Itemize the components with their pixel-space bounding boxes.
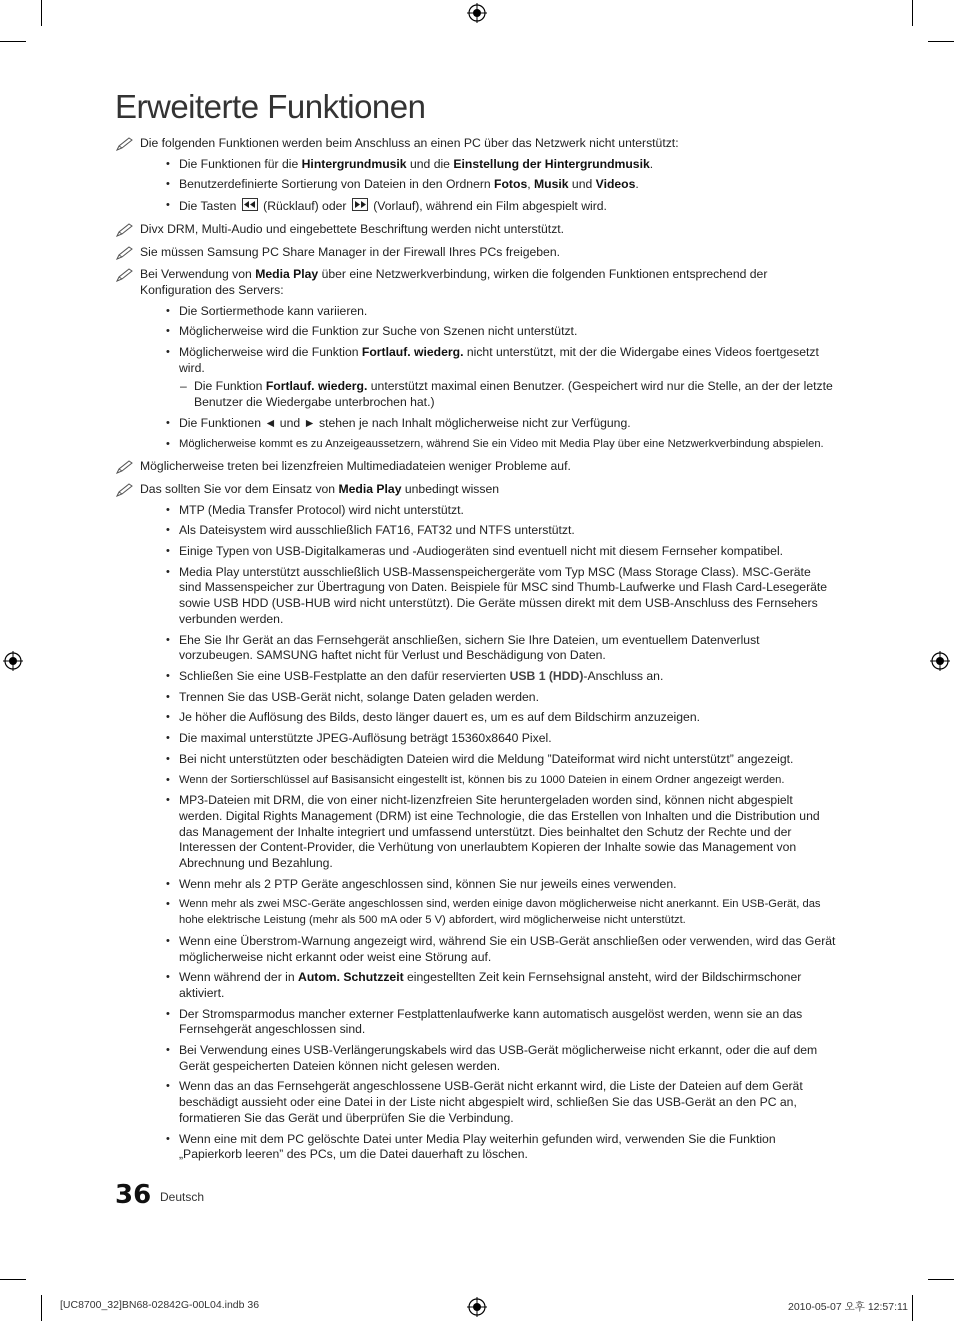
- note-text: Die folgenden Funktionen werden beim Anschluss an einen PC über das Netzwerk nicht unterstützt:: [140, 136, 679, 150]
- text: Trennen Sie das USB-Gerät nicht, solange Daten geladen werden.: [179, 689, 539, 704]
- list-item: • Möglicherweise kommt es zu Anzeigeaussetzern, während Sie ein Video mit Media Play über eine Netzwerkverbindung abspielen.: [166, 437, 824, 450]
- list-item: • Wenn eine mit dem PC gelöschte Datei unter Media Play weiterhin gefunden wird, verwenden Sie die Funktion „Papierkorb leeren” des PCs, um die Datei dauerhaft zu löschen.: [166, 1131, 776, 1162]
- note: [116, 245, 836, 261]
- pencil-note-icon: [116, 460, 134, 474]
- text: Die Funktionen ◄ und ► stehen je nach Inhalt möglicherweise nicht zur Verfügung.: [179, 415, 631, 430]
- text: unterstützt maximal einen Benutzer. (Gespeichert wird nur die Stelle, an der der letzte Benutzer die Wiedergabe unterbrochen hat.): [194, 379, 833, 410]
- text: unbedingt wissen: [401, 481, 500, 496]
- bold-text: Musik: [534, 177, 569, 192]
- list-item: • Als Dateisystem wird ausschließlich FAT16, FAT32 und NTFS unterstützt.: [166, 523, 575, 538]
- note: [116, 482, 836, 1163]
- note: [116, 136, 836, 215]
- list-item: • Wenn eine Überstrom-Warnung angezeigt wird, während Sie ein USB-Gerät anschließen oder verwenden, wird das Gerät möglicherweise nicht erkannt oder weist eine Störung auf.: [166, 933, 836, 964]
- crop-mark: [912, 1295, 913, 1321]
- crop-mark: [912, 0, 913, 26]
- text: Die Funktion: [194, 379, 266, 394]
- fast-forward-icon: [352, 198, 368, 211]
- footer-file: [UC8700_32]BN68-02842G-00L04.indb 36: [60, 1299, 260, 1311]
- text: ,: [527, 177, 534, 192]
- text: Einige Typen von USB-Digitalkameras und -Audiogeräten sind eventuell nicht mit diesem Fernseher kompatibel.: [179, 544, 784, 559]
- text: Die maximal unterstützte JPEG-Auflösung beträgt 15360x8640 Pixel.: [179, 731, 552, 746]
- bold-text: Videos: [595, 177, 636, 192]
- crop-mark: [928, 41, 954, 42]
- list-item: • Schließen Sie eine USB-Festplatte an den dafür reservierten USB 1 (HDD)-Anschluss an.: [166, 668, 664, 683]
- bold-text: Hintergrundmusik: [301, 156, 407, 171]
- text: Benutzerdefinierte Sortierung von Dateien in den Ordnern: [179, 177, 495, 192]
- bullet-list: [140, 416, 836, 452]
- text: über eine Netzwerkverbindung, wirken die folgenden Funktionen entsprechend der Konfiguration des Servers:: [140, 267, 768, 297]
- list-item: • Bei nicht unterstützten oder beschädigten Dateien wird die Meldung ”Dateiformat wird nicht unterstützt” angezeigt.: [166, 751, 794, 766]
- text: .: [649, 156, 654, 171]
- text: Bei Verwendung von: [140, 267, 256, 282]
- list-item: • Benutzerdefinierte Sortierung von Dateien in den Ordnern Fotos, Musik und Videos.: [166, 177, 639, 192]
- text: Wenn eine mit dem PC gelöschte Datei unter Media Play weiterhin gefunden wird, verwenden Sie die Funktion „Papierkorb leeren” des PCs, um die Datei dauerhaft zu löschen.: [179, 1131, 776, 1162]
- text: und: [568, 177, 596, 192]
- text: Möglicherweise kommt es zu Anzeigeaussetzern, während Sie ein Video mit Media Play über eine Netzwerkverbindung abspielen.: [179, 437, 824, 450]
- note-text: Sie müssen Samsung PC Share Manager in der Firewall Ihres PCs freigeben.: [140, 244, 560, 259]
- text: Je höher die Auflösung des Bilds, desto länger dauert es, um es auf dem Bildschirm anzuzeigen.: [179, 710, 700, 725]
- text: Media Play unterstützt ausschließlich USB-Massenspeichergeräte vom Typ MSC (Mass Storage Class). MSC-Geräte sind Massenspeicher zur Übertragung von Daten. Beispiele für MSC sind Thumb-Laufwerke und Flash Card-Lesegeräte sowie USB HDD (USB-HUB wird nicht unterstützt). Die Geräte müssen direkt mit dem USB-Anschluss des Fernsehers verbunden werden.: [179, 564, 828, 626]
- bullet-list: [140, 503, 836, 1163]
- text: Das sollten Sie vor dem Einsatz von: [140, 481, 339, 496]
- text: Wenn der Sortierschlüssel auf Basisansicht eingestellt ist, können bis zu 1000 Dateien in einem Ordner angezeigt werden.: [179, 773, 785, 786]
- registration-mark-icon: [930, 651, 950, 671]
- crop-mark: [0, 41, 26, 42]
- text: eingestellten Zeit kein Fernsehsignal ansteht, wird der Bildschirmschoner aktiviert.: [179, 970, 802, 1000]
- pencil-note-icon: [116, 223, 134, 237]
- list-item: • Wenn während der in Autom. Schutzzeit eingestellten Zeit kein Fernsehsignal ansteht, wird der Bildschirmschoner aktiviert.: [166, 970, 802, 1000]
- text: Schließen Sie eine USB-Festplatte an den dafür reservierten: [179, 668, 510, 683]
- page-number: 36: [115, 1180, 152, 1210]
- list-item: • Wenn mehr als 2 PTP Geräte angeschlossen sind, können Sie nur jeweils eines verwenden.: [166, 876, 677, 891]
- list-item: • MP3-Dateien mit DRM, die von einer nicht-lizenzfreien Site heruntergeladen worden sind, können nicht abgespielt werden. Digital Rights Management (DRM) ist eine Technologie, die das Erstellen von Inhalten und die Distribution und das Management der Inhalte integriert und umfassend unterstützt. Dies beinhaltet den Schutz der Rechte und der Interessen der Content-Provider, die Verhütung von unerlaubtem Kopieren der Inhalte sowie das Management von Abrechnung und Bezahlung.: [166, 793, 820, 871]
- list-item: • MTP (Media Transfer Protocol) wird nicht unterstützt.: [166, 502, 464, 517]
- bold-text: Fortlauf. wiederg.: [361, 345, 464, 360]
- text: Wenn während der in: [179, 970, 299, 985]
- bold-text: Fortlauf. wiederg.: [265, 379, 368, 394]
- registration-mark-icon: [467, 1297, 487, 1317]
- text: Wenn das an das Fernsehgerät angeschlossene USB-Gerät nicht erkannt wird, die Liste der Dateien auf dem Gerät beschädigt aussieht oder eine Datei in der Liste nicht abgespielt wird, schließen Sie das USB-Gerät an den PC an, formatieren Sie das Gerät und überprüfen Sie die Verbindung.: [179, 1079, 803, 1125]
- text: Ehe Sie Ihr Gerät an das Fernsehgerät anschließen, sichern Sie Ihre Dateien, um eventuellem Datenverlust vorzubeugen. SAMSUNG haftet nicht für Verlust und Beschädigung von Daten.: [179, 632, 760, 663]
- registration-mark-icon: [3, 651, 23, 671]
- registration-mark-icon: [467, 3, 487, 23]
- pencil-note-icon: [116, 268, 134, 282]
- list-item: • Trennen Sie das USB-Gerät nicht, solange Daten geladen werden.: [166, 689, 539, 704]
- list-item: • Wenn mehr als zwei MSC-Geräte angeschlossen sind, werden einige davon möglicherweise nicht anerkannt. Ein USB-Gerät, das hohe elektrische Leistung (mehr als 500 mA oder 5 V) abfordert, wird möglicherweise nicht unterstützt.: [166, 898, 821, 927]
- text: -Anschluss an.: [583, 668, 664, 683]
- list-item: • Einige Typen von USB-Digitalkameras und -Audiogeräten sind eventuell nicht mit diesem Fernseher kompatibel.: [166, 544, 784, 559]
- text: (Rücklauf) oder: [259, 199, 350, 214]
- list-item: • Möglicherweise wird die Funktion Fortlauf. wiederg. nicht unterstützt, mit der die Widergabe eines Videos foertgesetzt wird.: [166, 345, 819, 375]
- list-item: • Die Funktionen ◄ und ► stehen je nach Inhalt möglicherweise nicht zur Verfügung.: [166, 415, 631, 430]
- crop-mark: [41, 0, 42, 26]
- bold-text: Media Play: [338, 481, 402, 496]
- text: Als Dateisystem wird ausschließlich FAT16, FAT32 und NTFS unterstützt.: [179, 523, 575, 538]
- note-text: Möglicherweise treten bei lizenzfreien Multimediadateien weniger Probleme auf.: [140, 459, 571, 474]
- bold-text: Media Play: [255, 267, 319, 282]
- list-item: • Möglicherweise wird die Funktion zur Suche von Szenen nicht unterstützt.: [166, 324, 578, 339]
- list-item: • Wenn der Sortierschlüssel auf Basisansicht eingestellt ist, können bis zu 1000 Dateien in einem Ordner angezeigt werden.: [166, 773, 785, 786]
- list-item: • Der Stromsparmodus mancher externer Festplattenlaufwerke kann automatisch ausgelöst werden, wenn sie an das Fernsehgerät angeschlossen sind.: [166, 1006, 803, 1037]
- list-item: • Die Tasten (Rücklauf) oder (Vorlauf), während ein Film abgespielt wird.: [166, 199, 607, 214]
- bold-text: Einstellung der Hintergrundmusik: [453, 156, 650, 171]
- bold-text: Fotos: [494, 177, 528, 192]
- text: Die Sortiermethode kann variieren.: [179, 303, 368, 318]
- page-title: Erweiterte Funktionen: [115, 88, 426, 125]
- bold-text: Autom. Schutzzeit: [298, 970, 404, 985]
- text: Möglicherweise wird die Funktion zur Suche von Szenen nicht unterstützt.: [179, 324, 578, 339]
- text: und die: [406, 156, 454, 171]
- footer-date: 2010-05-07 오후 12:57:11: [788, 1301, 908, 1313]
- crop-mark: [928, 1279, 954, 1280]
- crop-mark: [41, 1295, 42, 1321]
- crop-mark: [0, 1279, 26, 1280]
- list-item: • Die Funktionen für die Hintergrundmusik und die Einstellung der Hintergrundmusik.: [166, 156, 654, 171]
- note-text: Divx DRM, Multi-Audio und eingebettete Beschriftung werden nicht unterstützt.: [140, 221, 565, 236]
- text: Bei Verwendung eines USB-Verlängerungskabels wird das USB-Gerät möglicherweise nicht erkannt, oder die auf dem Gerät gespeicherten Dateien können nicht gelesen werden.: [179, 1043, 818, 1073]
- text: nicht unterstützt, mit der die Widergabe eines Videos foertgesetzt wird.: [179, 345, 819, 375]
- list-item: • Je höher die Auflösung des Bilds, desto länger dauert es, um es auf dem Bildschirm anzuzeigen.: [166, 710, 700, 725]
- text: Die Funktionen für die: [179, 156, 302, 171]
- text: Möglicherweise wird die Funktion: [179, 345, 362, 360]
- list-item: • Media Play unterstützt ausschließlich USB-Massenspeichergeräte vom Typ MSC (Mass Storage Class). MSC-Geräte sind Massenspeicher zur Übertragung von Daten. Beispiele für MSC sind Thumb-Laufwerke und Flash Card-Lesegeräte sowie USB HDD (USB-HUB wird nicht unterstützt). Die Geräte müssen direkt mit dem USB-Anschluss des Fernsehers verbunden werden.: [166, 564, 828, 626]
- text: Wenn mehr als 2 PTP Geräte angeschlossen sind, können Sie nur jeweils eines verwenden.: [179, 876, 677, 891]
- text: .: [635, 177, 639, 192]
- text: (Vorlauf), während ein Film abgespielt wird.: [369, 199, 607, 214]
- bullet-list: [140, 304, 836, 377]
- pencil-note-icon: [116, 246, 134, 260]
- list-item: • Wenn das an das Fernsehgerät angeschlossene USB-Gerät nicht erkannt wird, die Liste der Dateien auf dem Gerät beschädigt aussieht oder eine Datei in der Liste nicht abgespielt wird, schließen Sie das USB-Gerät an den PC an, formatieren Sie das Gerät und überprüfen Sie die Verbindung.: [166, 1079, 803, 1125]
- text: Die Tasten: [179, 199, 240, 214]
- text: Der Stromsparmodus mancher externer Festplattenlaufwerke kann automatisch ausgelöst werden, wenn sie an das Fernsehgerät angeschlossen sind.: [179, 1006, 803, 1037]
- content: [116, 136, 836, 1168]
- text: Wenn eine Überstrom-Warnung angezeigt wird, während Sie ein USB-Gerät anschließen oder verwenden, wird das Gerät möglicherweise nicht erkannt oder weist eine Störung auf.: [179, 933, 836, 964]
- dash-item: – Die Funktion Fortlauf. wiederg. unterstützt maximal einen Benutzer. (Gespeichert wird nur die Stelle, an der der letzte Benutzer die Wiedergabe unterbrochen hat.): [180, 379, 833, 410]
- note: [116, 222, 836, 238]
- list-item: • Die Sortiermethode kann variieren.: [166, 303, 368, 318]
- text: Wenn mehr als zwei MSC-Geräte angeschlossen sind, werden einige davon möglicherweise nicht anerkannt. Ein USB-Gerät, das hohe elektrische Leistung (mehr als 500 mA oder 5 V) abfordert, wird möglicherweise nicht unterstützt.: [179, 898, 821, 927]
- note: [116, 459, 836, 475]
- text: Bei nicht unterstützten oder beschädigten Dateien wird die Meldung ”Dateiformat wird nicht unterstützt” angezeigt.: [179, 751, 794, 766]
- list-item: • Ehe Sie Ihr Gerät an das Fernsehgerät anschließen, sichern Sie Ihre Dateien, um eventuellem Datenverlust vorzubeugen. SAMSUNG haftet nicht für Verlust und Beschädigung von Daten.: [166, 632, 760, 663]
- list-item: • Bei Verwendung eines USB-Verlängerungskabels wird das USB-Gerät möglicherweise nicht erkannt, oder die auf dem Gerät gespeicherten Dateien können nicht gelesen werden.: [166, 1043, 818, 1073]
- pencil-note-icon: [116, 137, 134, 151]
- rewind-icon: [242, 198, 258, 211]
- note: [116, 267, 836, 452]
- bold-text: USB 1 (HDD): [509, 668, 584, 683]
- pencil-note-icon: [116, 483, 134, 497]
- bullet-list: [140, 157, 836, 215]
- text: MP3-Dateien mit DRM, die von einer nicht-lizenzfreien Site heruntergeladen worden sind, können nicht abgespielt werden. Digital Rights Management (DRM) ist eine Technologie, die das Erstellen von Inhalten und die Distribution und das Management der Inhalte integriert und umfassend unterstützt. Dies beinhaltet den Schutz der Rechte und der Interessen der Content-Provider, die Verhütung von unerlaubtem Kopieren der Inhalte sowie das Management von Abrechnung und Bezahlung.: [179, 793, 820, 871]
- list-item: • Die maximal unterstützte JPEG-Auflösung beträgt 15360x8640 Pixel.: [166, 731, 552, 746]
- text: MTP (Media Transfer Protocol) wird nicht unterstützt.: [179, 502, 464, 517]
- page-language: Deutsch: [160, 1190, 205, 1204]
